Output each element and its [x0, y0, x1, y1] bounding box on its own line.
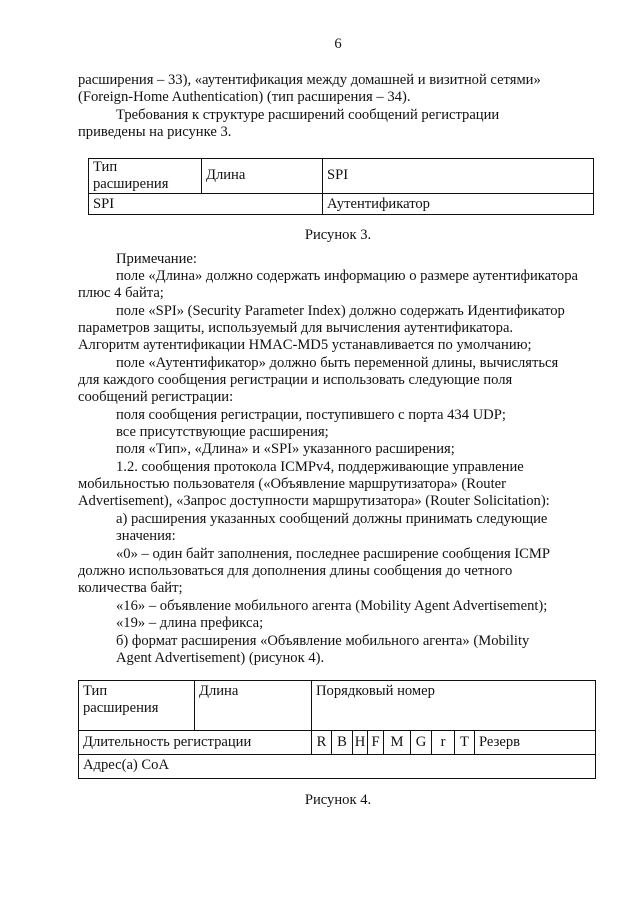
intro-line-2: (Foreign-Home Authentication) (тип расширения – 34).	[78, 89, 411, 105]
icmp-line-1: 1.2. сообщения протокола ICMPv4, поддерживающие управление	[116, 459, 524, 475]
fig4-sequence-cell: Порядковый номер	[312, 681, 596, 731]
fig4-lifetime-cell: Длительность регистрации	[79, 731, 312, 755]
note-auth-1: поле «Аутентификатор» должно быть переменной длины, вычисляться	[116, 355, 559, 371]
value-zero-3: количества байт;	[78, 580, 183, 596]
figure-4-caption: Рисунок 4.	[304, 792, 372, 808]
note-auth-2: для каждого сообщения регистрации и использовать следующие поля	[78, 372, 513, 388]
fig4-flag-r: R	[312, 731, 332, 755]
fig4-flag-f: F	[368, 731, 384, 755]
note-spi-3: Алгоритм аутентификации HMAC-MD5 устанавливается по умолчанию;	[78, 337, 532, 353]
note-fields-3: поля «Тип», «Длина» и «SPI» указанного расширения;	[116, 441, 455, 457]
fig4-flag-h: H	[353, 731, 368, 755]
figure-4-table	[78, 680, 596, 779]
item-a-line-2: значения:	[116, 528, 176, 544]
icmp-line-2: мобильностью пользователя («Объявление маршрутизатора» (Router	[78, 476, 506, 492]
note-title: Примечание:	[116, 251, 197, 267]
value-zero-2: должно использоваться для дополнения длины сообщения до четного	[78, 563, 513, 579]
note-auth-3: сообщений регистрации:	[78, 389, 234, 405]
figure-3-table	[88, 158, 594, 215]
note-spi-1: поле «SPI» (Security Parameter Index) должно содержать Идентификатор	[116, 303, 565, 319]
note-length-1: поле «Длина» должно содержать информацию о размере аутентификатора	[116, 268, 578, 284]
requirements-line-1: Требования к структуре расширений сообщений регистрации	[116, 107, 500, 123]
fig4-type-cell: Тип расширения	[79, 681, 195, 731]
fig3-spi-cell: SPI	[89, 194, 323, 215]
fig4-length-cell: Длина	[195, 681, 312, 731]
fig4-flag-t: T	[455, 731, 475, 755]
fig4-flag-r-lower: r	[432, 731, 455, 755]
fig3-type-cell: Тип расширения	[89, 159, 202, 194]
item-b-line-1: б) формат расширения «Объявление мобильного агента» (Mobility	[116, 633, 530, 649]
fig4-reserved-cell: Резерв	[475, 731, 596, 755]
value-19: «19» – длина префикса;	[116, 615, 264, 631]
fig4-flag-m: M	[384, 731, 411, 755]
note-spi-2: параметров защиты, используемый для вычисления аутентификатора.	[78, 320, 514, 336]
fig4-flag-b: B	[332, 731, 353, 755]
value-16: «16» – объявление мобильного агента (Mobility Agent Advertisement);	[116, 598, 548, 614]
fig4-coa-cell: Адрес(а) CoA	[79, 755, 596, 779]
item-b-line-2: Agent Advertisement) (рисунок 4).	[116, 650, 325, 666]
fig3-length-cell: Длина	[202, 159, 323, 194]
icmp-line-3: Advertisement), «Запрос доступности маршрутизатора» (Router Solicitation):	[78, 493, 550, 509]
note-fields-2: все присутствующие расширения;	[116, 424, 329, 440]
note-fields-1: поля сообщения регистрации, поступившего с порта 434 UDP;	[116, 407, 506, 423]
value-zero-1: «0» – один байт заполнения, последнее расширение сообщения ICMP	[116, 546, 551, 562]
intro-line-1: расширения – 33), «аутентификация между домашней и визитной сетями»	[78, 72, 541, 88]
page-number: 6	[334, 36, 342, 52]
fig3-authenticator-cell: Аутентификатор	[323, 194, 594, 215]
fig4-flag-g: G	[411, 731, 432, 755]
requirements-line-2: приведены на рисунке 3.	[78, 124, 232, 140]
note-length-2: плюс 4 байта;	[78, 285, 164, 301]
figure-3-caption: Рисунок 3.	[304, 227, 372, 243]
item-a-line-1: а) расширения указанных сообщений должны принимать следующие	[116, 511, 548, 527]
fig3-spi-header-cell: SPI	[323, 159, 594, 194]
